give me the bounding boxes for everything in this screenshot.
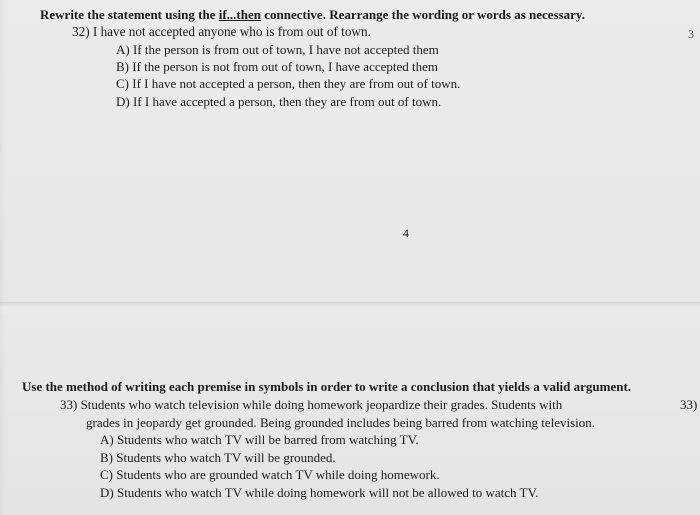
- option-32-c[interactable]: C) If I have not accepted a person, then they are from out of town.: [116, 76, 461, 91]
- page-separator: [0, 302, 700, 316]
- question-32: 32) I have not accepted anyone who is from out of town.: [72, 24, 371, 39]
- section2-instruction: Use the method of writing each premise in symbols in order to write a conclusion that yields a valid argument.: [22, 379, 632, 394]
- option-32-b[interactable]: B) If the person is not from out of town, I have accepted them: [116, 59, 439, 74]
- page-number: 4: [403, 226, 409, 240]
- instruction-keyword: if...then: [218, 7, 261, 22]
- instruction-suffix: connective. Rearrange the wording or words as necessary.: [260, 7, 585, 22]
- instruction-prefix: Rewrite the statement using the: [40, 7, 219, 22]
- option-33-c[interactable]: C) Students who are grounded watch TV while doing homework.: [100, 467, 440, 482]
- page-shadow: [0, 0, 6, 515]
- option-32-d[interactable]: D) If I have accepted a person, then they are from out of town.: [116, 94, 442, 109]
- option-32-a[interactable]: A) If the person is from out of town, I have not accepted them: [116, 42, 439, 57]
- section1-instruction: [40, 7, 585, 23]
- answer-number-33: 33): [680, 397, 698, 412]
- question-33-line1: 33) Students who watch television while doing homework jeopardize their grades. Students with: [60, 397, 563, 412]
- option-33-b[interactable]: B) Students who watch TV will be grounded.: [100, 450, 336, 465]
- cropped-answer-number: 3: [688, 27, 694, 41]
- question-33-line2: grades in jeopardy get grounded. Being grounded includes being barred from watching television.: [86, 415, 596, 430]
- option-33-d[interactable]: D) Students who watch TV while doing homework will not be allowed to watch TV.: [100, 485, 539, 500]
- option-33-a[interactable]: A) Students who watch TV will be barred from watching TV.: [100, 432, 419, 447]
